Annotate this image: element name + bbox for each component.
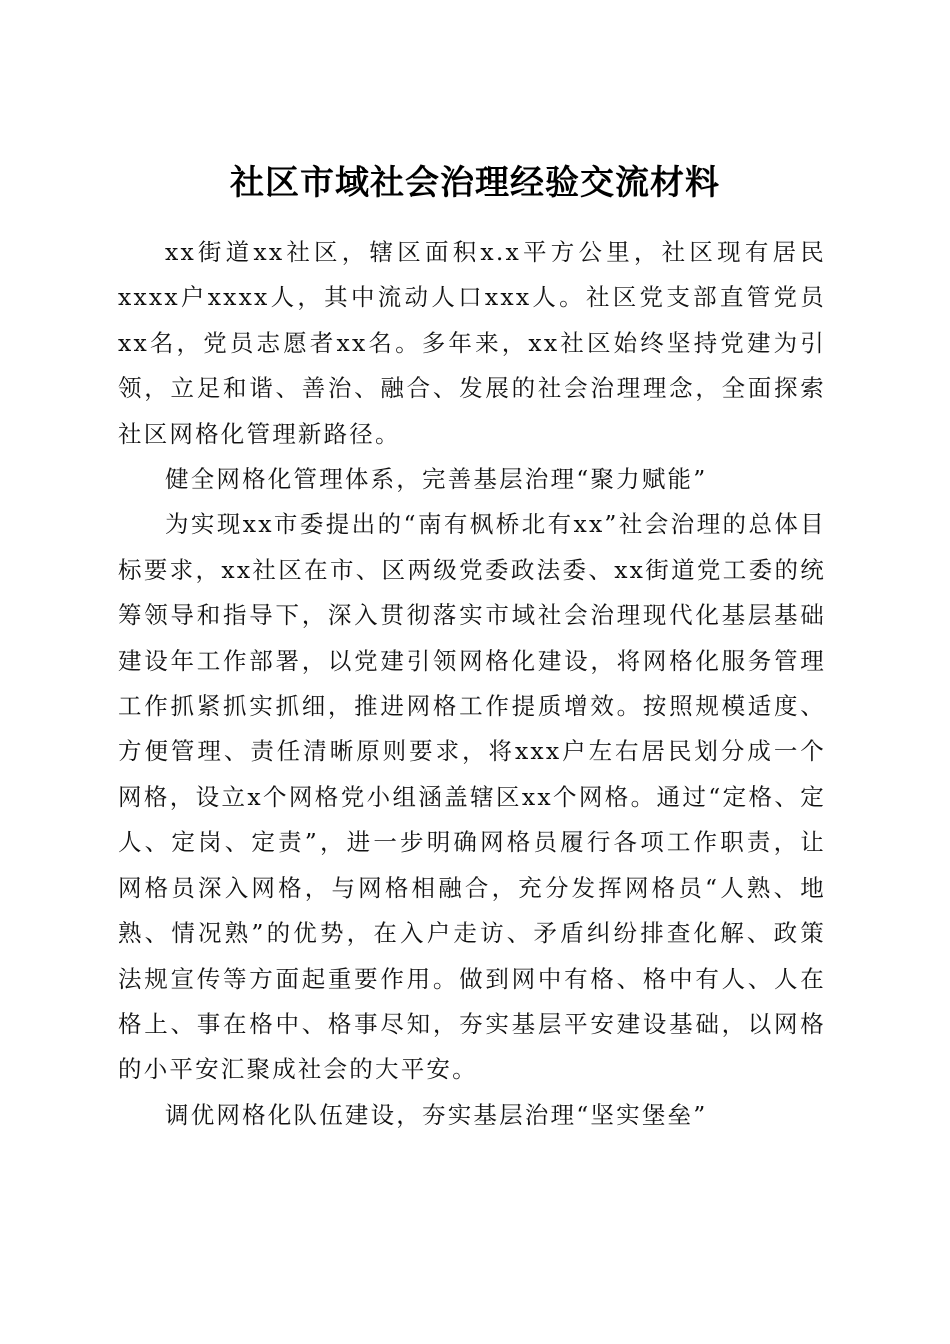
section-heading-2: 调优网格化队伍建设，夯实基层治理“坚实堡垒”	[165, 1100, 708, 1129]
intro-paragraph: xx街道xx社区，辖区面积x.x平方公里，社区现有居民xxxx户xxxx人，其中流动人口xxx人。社区党支部直管党员xx名，党员志愿者xx名。多年来，xx社区始终坚持党建为引领，立足和谐、善治、融合、发展的社会治理理念，全面探索社区网格化管理新路径。	[118, 238, 826, 448]
section-1-paragraph: 为实现xx市委提出的“南有枫桥北有xx”社会治理的总体目标要求，xx社区在市、区两级党委政法委、xx街道党工委的统筹领导和指导下，深入贯彻落实市域社会治理现代化基层基础建设年工作部署，以党建引领网格化建设，将网格化服务管理工作抓紧抓实抓细，推进网格工作提质增效。按照规模适度、方便管理、责任清晰原则要求，将xxx户左右居民划分成一个网格，设立x个网格党小组涵盖辖区xx个网格。通过“定格、定人、定岗、定责”，进一步明确网格员履行各项工作职责，让网格员深入网格，与网格相融合，充分发挥网格员“人熟、地熟、情况熟”的优势，在入户走访、矛盾纠纷排查化解、政策法规宣传等方面起重要作用。做到网中有格、格中有人、人在格上、事在格中、格事尽知，夯实基层平安建设基础，以网格的小平安汇聚成社会的大平安。	[118, 510, 826, 1084]
document-body	[118, 230, 826, 1138]
document-title: 社区市域社会治理经验交流材料	[230, 162, 720, 203]
section-heading-1: 健全网格化管理体系，完善基层治理“聚力赋能”	[165, 465, 708, 494]
